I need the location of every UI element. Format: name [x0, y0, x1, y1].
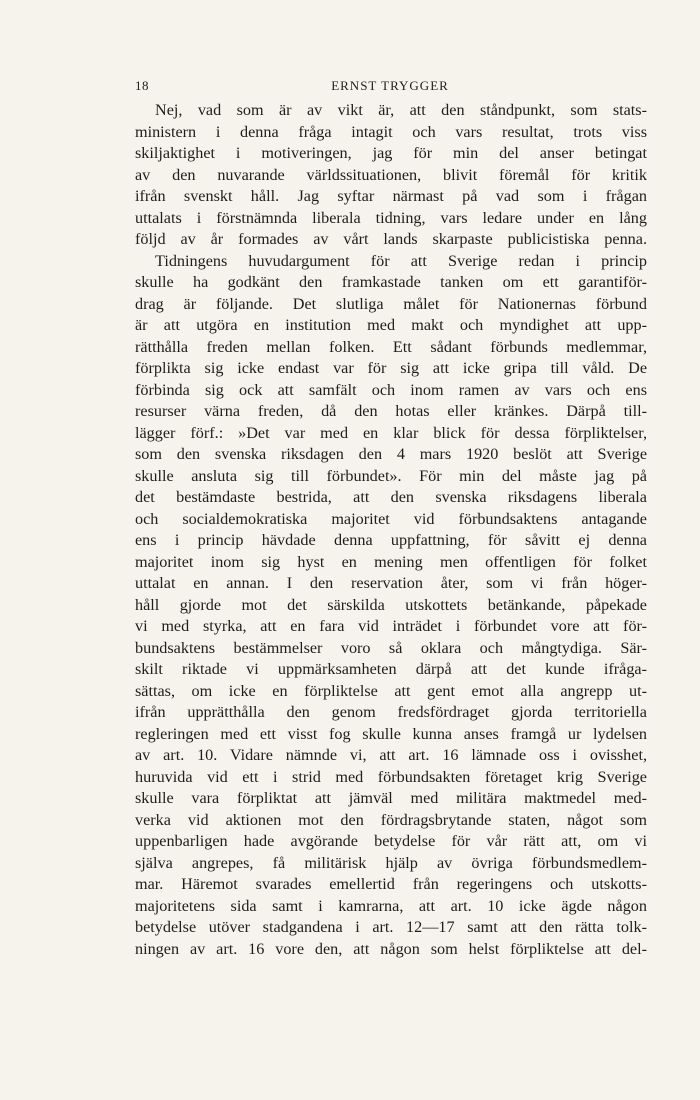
- text-line: av art. 10. Vidare nämnde vi, att art. 16 lämnade oss i ovisshet,: [135, 746, 647, 764]
- page-number: 18: [135, 78, 149, 93]
- text-line: ifrån upprätthålla den genom fredsfördraget gjorda territoriella: [135, 703, 647, 721]
- text-line: majoritetens sida samt i kamrarna, att art. 10 icke ägde någon: [135, 896, 647, 915]
- text-line: verka vid aktionen mot den fördragsbrytande staten, något som: [135, 810, 647, 829]
- text-line: är att utgöra en institution med makt och myndighet att upp-: [135, 316, 647, 334]
- text-line: resurser värna freden, då den hotas eller kränkes. Därpå till-: [135, 402, 647, 420]
- running-head: ERNST TRYGGER: [331, 78, 449, 93]
- text-line: av den nuvarande världssituationen, blivit föremål för kritik: [135, 165, 647, 184]
- text-line: sättas, om icke en förpliktelse att gent emot alla angrepp ut-: [135, 681, 647, 700]
- text-line: skilt riktade vi uppmärksamheten därpå att det kunde ifråga-: [135, 660, 647, 678]
- text-line: majoritet inom sig hyst en mening men offentligen för folket: [135, 552, 647, 571]
- text-line: bundsaktens bestämmelser voro så oklara och mångtydiga. Sär-: [135, 638, 647, 657]
- text-line: uttalats i förstnämnda liberala tidning, vars ledare under en lång: [135, 208, 647, 227]
- text-line: betydelse utöver stadgandena i art. 12—17 samt att den rätta tolk-: [135, 918, 647, 936]
- text-line: själva angrepes, få militärisk hjälp av övriga förbundsmedlem-: [135, 853, 647, 872]
- text-line: skulle ansluta sig till förbundet». För min del måste jag på: [135, 466, 647, 485]
- text-line: Nej, vad som är av vikt är, att den ståndpunkt, som stats-: [155, 101, 647, 119]
- text-line: förplikta sig icke endast var för sig att icke gripa till våld. De: [135, 359, 647, 377]
- text-line: följd av år formades av vårt lands skarpaste publicistiska penna.: [135, 230, 647, 248]
- text-line: skiljaktighet i motiveringen, jag för min del anser betingat: [135, 144, 647, 162]
- text-line: huruvida vid ett i strid med förbundsakten företaget krig Sverige: [135, 767, 647, 786]
- body-text: [135, 100, 647, 960]
- text-line: skulle vara förpliktat att jämväl med militära maktmedel med-: [135, 789, 647, 807]
- text-line: som den svenska riksdagen den 4 mars 1920 beslöt att Sverige: [135, 445, 647, 463]
- text-line: Tidningens huvudargument för att Sverige redan i princip: [155, 251, 647, 270]
- text-line: ministern i denna fråga intagit och vars resultat, trots viss: [135, 122, 647, 141]
- text-line: det bestämdaste bestrida, att den svenska riksdagens liberala: [135, 488, 647, 506]
- text-line: uppenbarligen hade avgörande betydelse för vår rätt att, om vi: [135, 832, 647, 850]
- text-line: skulle ha godkänt den framkastade tanken om ett garantiför-: [135, 273, 647, 291]
- text-line: lägger förf.: »Det var med en klar blick för dessa förpliktelser,: [135, 423, 647, 442]
- text-line: uttalat en annan. I den reservation åter, som vi från höger-: [135, 574, 647, 592]
- text-line: mar. Häremot svarades emellertid från regeringens och utskotts-: [135, 875, 647, 893]
- text-line: ens i princip hävdade denna uppfattning, för såvitt ej denna: [135, 531, 647, 549]
- text-line: ifrån svenskt håll. Jag syftar närmast på vad som i frågan: [135, 187, 647, 205]
- text-line: förbinda sig ock att samfält och inom ramen av vars och ens: [135, 380, 647, 399]
- text-line: ningen av art. 16 vore den, att någon som helst förpliktelse att del-: [135, 939, 647, 958]
- text-line: regleringen med ett visst fog skulle kunna anses framgå ur lydelsen: [135, 724, 647, 743]
- text-line: håll gjorde mot det särskilda utskottets betänkande, påpekade: [135, 595, 647, 614]
- text-line: vi med styrka, att en fara vid inträdet i förbundet vore att för-: [135, 617, 647, 635]
- text-line: rätthålla freden mellan folken. Ett sådant förbunds medlemmar,: [135, 337, 647, 356]
- text-line: drag är följande. Det slutliga målet för Nationernas förbund: [135, 294, 647, 313]
- text-line: och socialdemokratiska majoritet vid förbundsaktens antagande: [135, 509, 647, 528]
- page-header: [135, 78, 645, 96]
